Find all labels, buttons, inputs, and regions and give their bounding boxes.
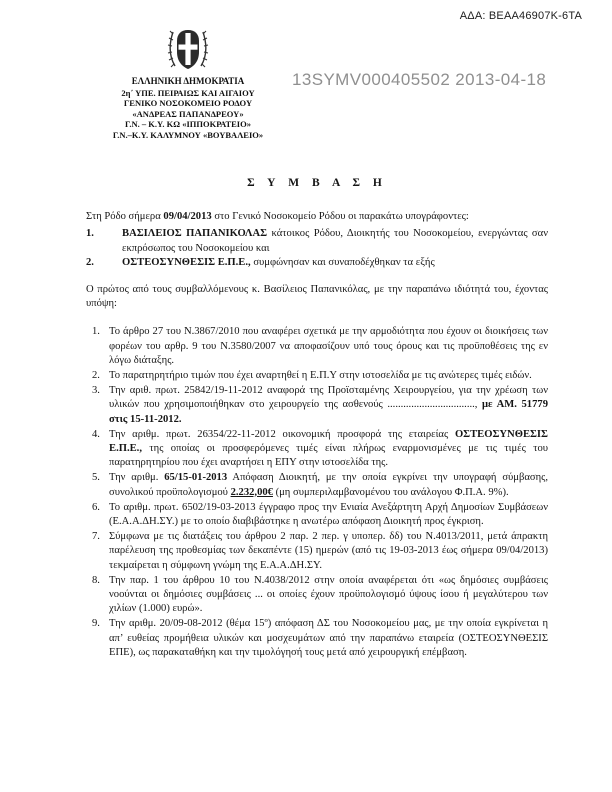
greek-coat-of-arms-icon — [166, 26, 210, 72]
signatory-1-text: ΒΑΣΙΛΕΙΟΣ ΠΑΠΑΝΙΚΟΛΑΣ κάτοικος Ρόδου, Διοικητής του Νοσοκομείου, ενεργώντας σαν εκπρόσωπος του Νοσοκομείου και — [122, 228, 548, 254]
list-item-number: 6. — [92, 501, 100, 513]
list-item — [92, 369, 548, 383]
org-line-republic: ΕΛΛΗΝΙΚΗ ΔΗΜΟΚΡΑΤΙΑ — [131, 76, 245, 86]
list-item-text: Την παρ. 1 του άρθρου 10 του Ν.4038/2012 στην οποία αναφέρεται ότι «ως δημόσιες συμβάσεις νοούνται οι δημόσιες συμβάσεις ... οι οποίες έχουν προϋπολογισμό ύψους ίσου ή μεγαλύτερου των χιλίων (1.000) ευρώ». — [109, 574, 548, 615]
list-item-text: Το άρθρο 27 του Ν.3867/2010 που αναφέρει σχετικά με την αρμοδιότητα που έχουν οι διοικήσεις των φορέων του αρθρ. 9 του Ν.3580/2007 να αποφασίζουν υπό τους όρους και τις προϋποθέσεις της εν λόγω διάταξης. — [109, 326, 548, 366]
signatory-2-text: ΟΣΤΕΟΣΥΝΘΕΣΙΣ Ε.Π.Ε., συμφώνησαν και συναποδέχθηκαν τα εξής — [122, 256, 435, 268]
org-line-kalymnos: Γ.Ν.–Κ.Υ. ΚΑΛΥΜΝΟΥ «ΒΟΥΒΑΛΕΙΟ» — [112, 129, 264, 140]
org-line-hospital: ΓΕΝΙΚΟ ΝΟΣΟΚΟΜΕΙΟ ΡΟΔΟΥ — [123, 98, 253, 109]
list-item-number: 1. — [92, 326, 100, 338]
list-item-number: 2. — [92, 370, 100, 382]
list-item — [92, 501, 548, 529]
intro-opening: Στη Ρόδο σήμερα 09/04/2013 στο Γενικό Νοσοκομείο Ρόδου οι παρακάτω υπογράφοντες: — [86, 211, 469, 223]
signatory-2-number: 2. — [86, 256, 94, 268]
list-item — [92, 617, 548, 660]
list-item — [92, 384, 548, 427]
list-item-number: 3. — [92, 385, 100, 397]
preamble: Ο πρώτος από τους συμβαλλόμενους κ. Βασίλειος Παπανικόλας, με την παραπάνω ιδιότητά του, έχοντας υπόψη: — [86, 284, 548, 310]
org-line-kos: Γ.Ν. – Κ.Υ. ΚΩ «ΙΠΠΟΚΡΑΤΕΙΟ» — [125, 119, 251, 130]
list-item-text: Σύμφωνα με τις διατάξεις του άρθρου 2 παρ. 2 περ. γ υποπερ. δδ) του Ν.4013/2011, μετά άπρακτη παρέλευση της προθεσμίας των δεκαπέντε (15) ημερών (από τις 19-03-2013 έως σήμερα 09/04/2013) τεκμαίρεται η σύμφωνη γνώμη της Ε.Α.Α.ΔΗ.ΣΥ. — [109, 531, 548, 571]
letterhead — [90, 26, 286, 141]
list-item-number: 8. — [92, 574, 100, 586]
document-title: Σ Υ Μ Β Α Σ Η — [247, 177, 387, 189]
registry-code: 13SYMV000405502 2013-04-18 — [292, 70, 547, 89]
list-item-text: Το αριθμ. πρωτ. 6502/19-03-2013 έγγραφο προς την Ενιαία Ανεξάρτητη Αρχή Δημοσίων Συμβάσεων (Ε.Α.Α.ΔΗ.ΣΥ.) με το οποίο διαβιβάστηκε η ανωτέρω απόφαση Διοικητή προς έγκριση. — [109, 501, 548, 528]
list-item — [92, 574, 548, 617]
list-item-number: 7. — [92, 531, 100, 543]
list-item — [92, 530, 548, 573]
list-item-text: Το παρατηρητήριο τιμών που έχει αναρτηθεί η Ε.Π.Υ στην ιστοσελίδα με τις ανώτερες τιμές ειδών. — [109, 370, 532, 382]
list-item — [92, 428, 548, 471]
list-item-number: 9. — [92, 618, 100, 630]
list-item-text: Την αριθμ. πρωτ. 26354/22-11-2012 οικονομική προσφορά της εταιρείας ΟΣΤΕΟΣΥΝΘΕΣΙΣ Ε.Π.Ε., της οποίας οι προσφερόμενες τιμές είναι πλήρως εναρμονισμένες με τις τιμές του παρατηρητηρίου που έχει αναρτήσει η ΕΠΥ στην ιστοσελίδα της. — [109, 428, 548, 469]
considerations-list — [92, 325, 548, 660]
list-item-text: Την αριθμ. 20/09-08-2012 (θέμα 15º) απόφαση ΔΣ του Νοσοκομείου μας, με την οποία εγκρίνεται η απ’ ευθείας προμήθεια υλικών και μοσχευμάτων από την παραπάνω εταιρεία (ΟΣΤΕΟΣΥΝΘΕΣΙΣ ΕΠΕ), ως παρακαταθήκη και την τιμολόγησή τους μετά από χειρουργική επέμβαση. — [109, 618, 548, 658]
ada-code: ΑΔΑ: ΒΕΑΑ46907Κ-6ΤΑ — [459, 10, 582, 22]
document-body — [86, 176, 548, 661]
list-item-number: 5. — [92, 472, 100, 484]
signatory-1 — [86, 227, 548, 255]
list-item — [92, 471, 548, 499]
signatory-2 — [86, 256, 548, 270]
list-item — [92, 325, 548, 368]
list-item-text: Την αριθ. πρωτ. 25842/19-11-2012 αναφορά της Προϊσταμένης Χειρουργείου, για την χρέωση των υλικών που χρησιμοποιήθηκαν στο χειρουργείο της ασθενούς ................................., με ΑΜ. 51779 στις 15-11-2012. — [109, 385, 548, 425]
org-line-ype: 2η΄ ΥΠΕ. ΠΕΙΡΑΙΩΣ ΚΑΙ ΑΙΓΑΙΟΥ — [121, 87, 255, 98]
org-line-papandreou: «ΑΝΔΡΕΑΣ ΠΑΠΑΝΔΡΕΟΥ» — [132, 108, 244, 119]
signatory-1-number: 1. — [86, 228, 94, 240]
list-item-text: Την αριθμ. 65/15-01-2013 Απόφαση Διοικητή, με την οποία εγκρίνει την υπογραφή σύμβασης, συνολικού προϋπολογισμού 2.232,00€ (μη συμπεριλαμβανομένου του ανάλογου Φ.Π.Α. 9%). — [109, 472, 548, 498]
list-item-number: 4. — [92, 428, 100, 440]
